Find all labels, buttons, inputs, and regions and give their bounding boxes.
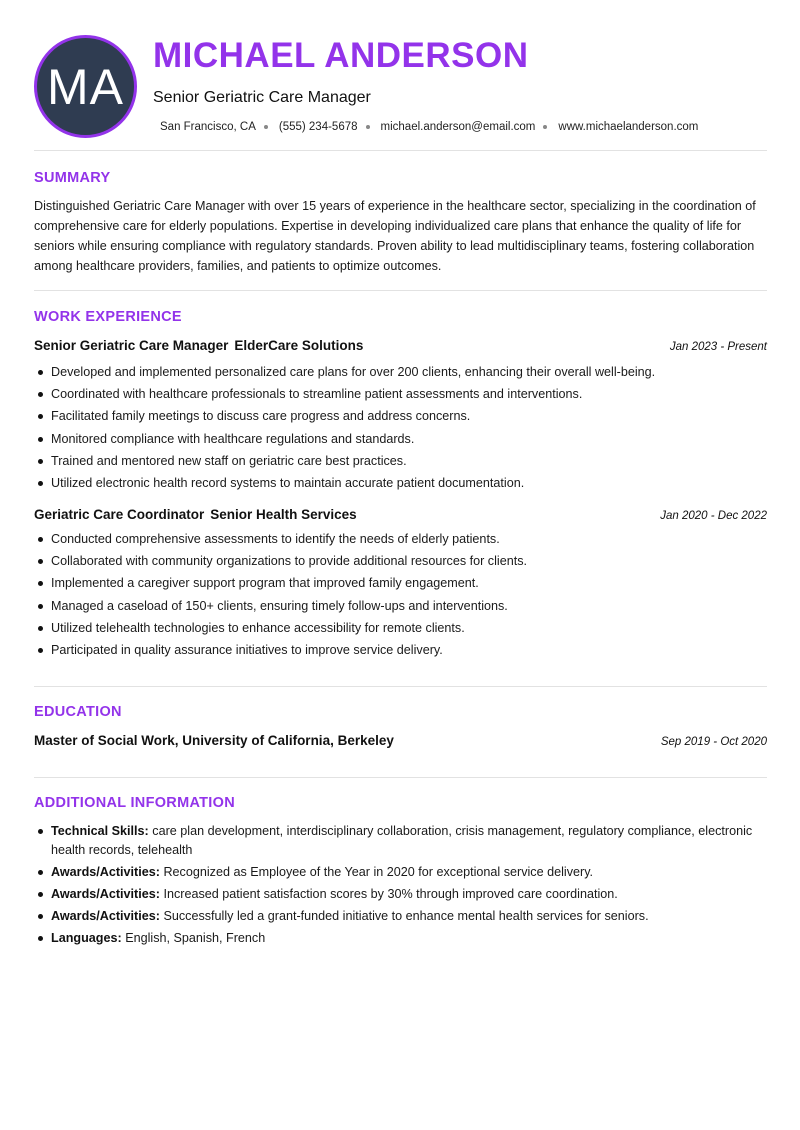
section-heading-experience: WORK EXPERIENCE [34, 309, 182, 325]
list-item: Participated in quality assurance initiatives to improve service delivery. [34, 641, 769, 663]
list-item [34, 929, 769, 948]
info-label: Awards/Activities: [51, 909, 160, 923]
bullet-separator-icon [264, 125, 268, 129]
divider [34, 777, 767, 778]
contact-email[interactable]: michael.anderson@email.com [380, 121, 536, 133]
info-label: Awards/Activities: [51, 887, 160, 901]
list-item [34, 907, 769, 926]
job-bullets [34, 363, 769, 496]
list-item: Coordinated with healthcare professionals to streamline patient assessments and interventions. [34, 385, 769, 407]
job-header [34, 338, 767, 353]
education-entry [34, 733, 767, 748]
divider [34, 150, 767, 151]
summary-text: Distinguished Geriatric Care Manager with over 15 years of experience in the healthcare sector, specializing in the coordination of comprehensive care for elderly populations. Expertise in developing individualized care plans that enhance the quality of life for seniors while ensuring compliance with regulatory standards. Proven ability to lead multidisciplinary teams, fostering collaboration among healthcare providers, families, and patients to optimize outcomes. [34, 199, 756, 273]
list-item: Trained and mentored new staff on geriatric care best practices. [34, 452, 769, 474]
info-label: Technical Skills: [51, 824, 149, 838]
job-dates: Jan 2020 - Dec 2022 [660, 510, 767, 522]
job-title: Geriatric Care Coordinator [34, 507, 205, 522]
contact-location: San Francisco, CA [160, 121, 256, 133]
avatar-initials: MA [47, 58, 124, 115]
list-item: Facilitated family meetings to discuss care progress and address concerns. [34, 407, 769, 429]
info-label: Languages: [51, 931, 122, 945]
info-text: Increased patient satisfaction scores by 30% through improved care coordination. [163, 887, 618, 901]
info-text: care plan development, interdisciplinary collaboration, crisis management, regulatory compliance, electronic health records, telehealth [51, 824, 753, 857]
section-heading-education: EDUCATION [34, 704, 122, 720]
list-item [34, 863, 769, 882]
candidate-name: MICHAEL ANDERSON [153, 36, 529, 75]
list-item [34, 822, 769, 860]
list-item: Monitored compliance with healthcare regulations and standards. [34, 430, 769, 452]
section-heading-additional: ADDITIONAL INFORMATION [34, 795, 235, 811]
bullet-separator-icon [543, 125, 547, 129]
bullet-separator-icon [366, 125, 370, 129]
job-company: Senior Health Services [210, 507, 357, 522]
list-item: Utilized telehealth technologies to enhance accessibility for remote clients. [34, 619, 769, 641]
contact-bar [160, 121, 698, 133]
education-dates: Sep 2019 - Oct 2020 [660, 736, 767, 748]
info-label: Awards/Activities: [51, 865, 160, 879]
education-degree: Master of Social Work, University of California, Berkeley [34, 733, 394, 748]
avatar [34, 35, 137, 138]
divider [34, 686, 767, 687]
list-item: Developed and implemented personalized care plans for over 200 clients, enhancing their overall well-being. [34, 363, 769, 385]
job-company: ElderCare Solutions [234, 338, 364, 353]
list-item: Conducted comprehensive assessments to identify the needs of elderly patients. [34, 530, 769, 552]
list-item [34, 885, 769, 904]
job-dates: Jan 2023 - Present [669, 341, 767, 353]
job-title-line [34, 338, 363, 353]
job-title: Senior Geriatric Care Manager [34, 338, 229, 353]
list-item: Collaborated with community organizations to provide additional resources for clients. [34, 552, 769, 574]
section-heading-summary: SUMMARY [34, 170, 111, 186]
info-text: Successfully led a grant-funded initiative to enhance mental health services for seniors. [163, 909, 649, 923]
info-text: English, Spanish, French [125, 931, 266, 945]
info-text: Recognized as Employee of the Year in 2020 for exceptional service delivery. [163, 865, 594, 879]
list-item: Utilized electronic health record systems to maintain accurate patient documentation. [34, 474, 769, 496]
contact-website[interactable]: www.michaelanderson.com [558, 121, 699, 133]
list-item: Managed a caseload of 150+ clients, ensuring timely follow-ups and interventions. [34, 597, 769, 619]
contact-phone[interactable]: (555) 234-5678 [278, 121, 358, 133]
candidate-title: Senior Geriatric Care Manager [153, 89, 371, 106]
additional-info-list [34, 822, 769, 951]
job-header [34, 507, 767, 522]
list-item: Implemented a caregiver support program that improved family engagement. [34, 574, 769, 596]
divider [34, 290, 767, 291]
job-bullets [34, 530, 769, 663]
job-title-line [34, 507, 357, 522]
